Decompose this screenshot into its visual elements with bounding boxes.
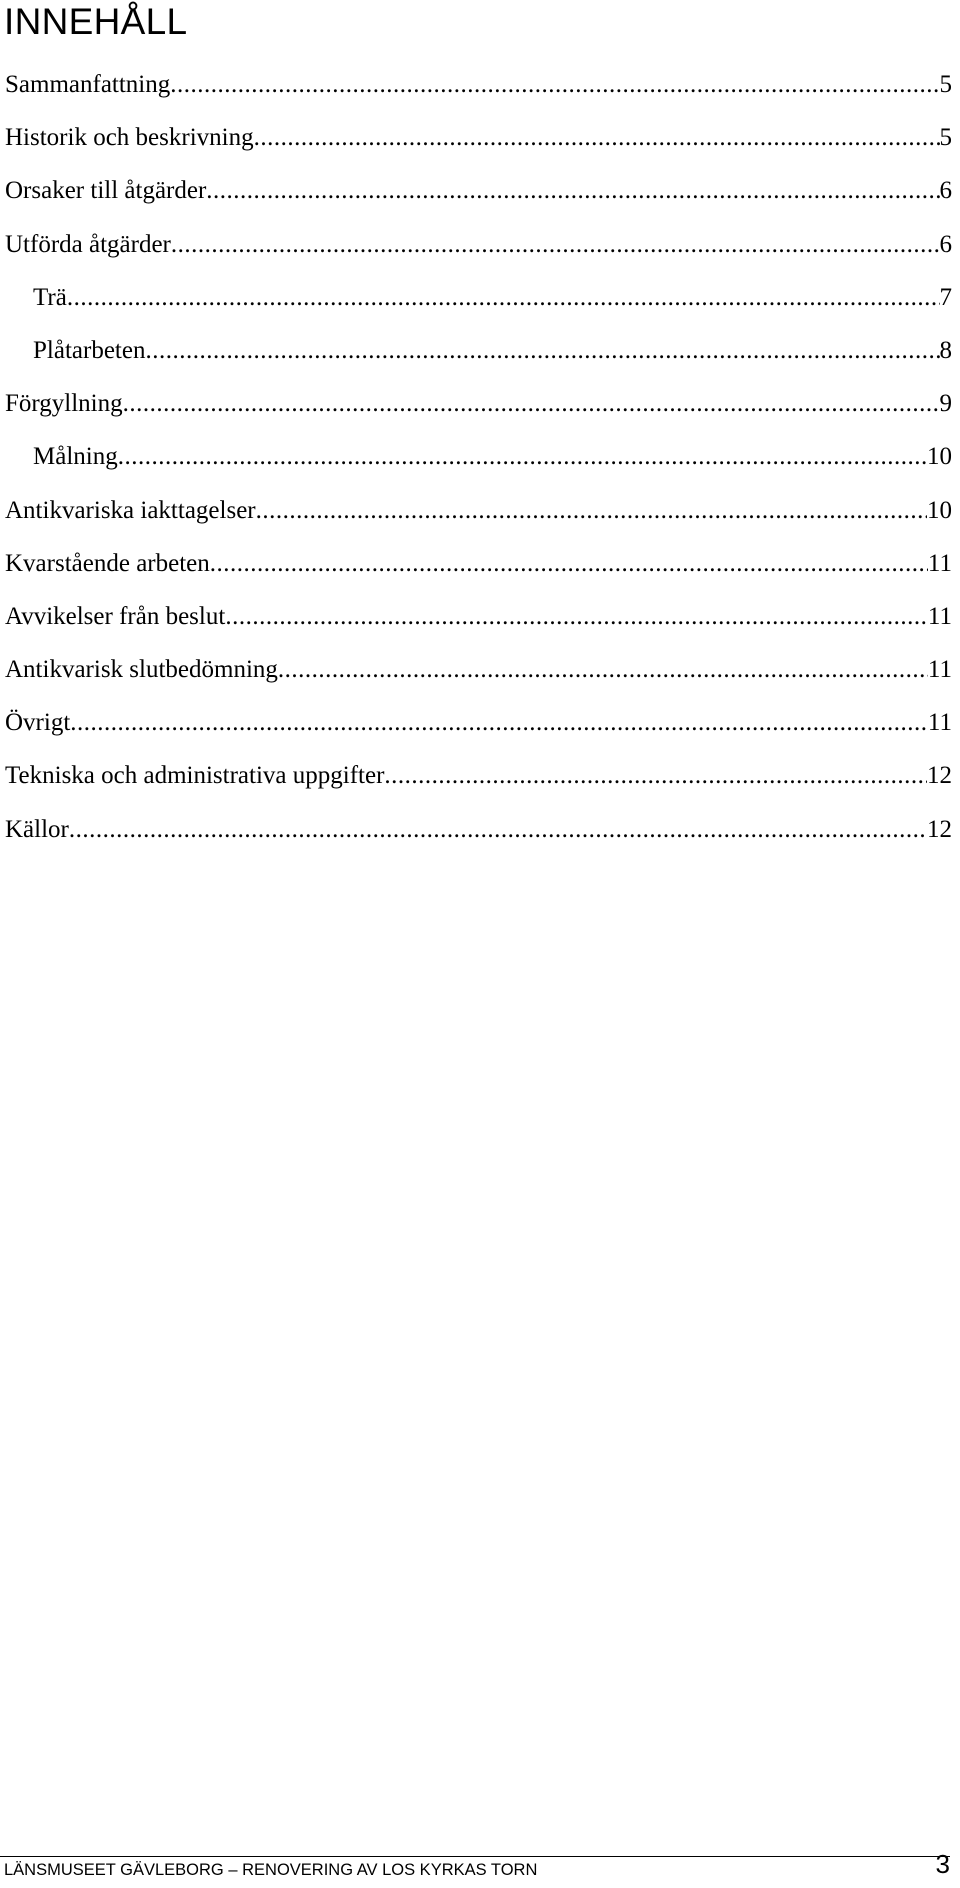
toc-dot-leader (206, 164, 939, 217)
toc-dot-leader (225, 590, 928, 643)
toc-dot-leader (210, 537, 928, 590)
toc-dot-leader (145, 324, 939, 377)
toc-entry[interactable] (0, 590, 952, 643)
toc-entry[interactable] (0, 484, 952, 537)
toc-entry-page-number: 11 (927, 602, 952, 630)
toc-entry[interactable] (0, 111, 952, 164)
toc-entry[interactable] (0, 643, 952, 696)
toc-dot-leader (123, 377, 940, 430)
toc-entry-page-number: 10 (927, 443, 952, 471)
toc-entry[interactable] (0, 377, 952, 430)
toc-entry-label: Tekniska och administrativa uppgifter (5, 762, 385, 790)
toc-entry-label: Antikvariska iakttagelser (5, 496, 256, 524)
toc-entry-page-number: 12 (927, 762, 952, 790)
table-of-contents (0, 58, 952, 856)
toc-dot-leader (70, 696, 928, 749)
toc-entry[interactable] (0, 164, 952, 217)
toc-entry[interactable] (0, 803, 952, 856)
toc-entry-label: Orsaker till åtgärder (5, 177, 207, 205)
toc-entry-label: Trä (33, 283, 67, 311)
toc-entry[interactable] (0, 271, 952, 324)
toc-entry-label: Sammanfattning (5, 71, 171, 98)
toc-entry-label: Övrigt (5, 709, 71, 737)
toc-dot-leader (278, 643, 928, 696)
toc-entry-page-number: 5 (939, 71, 952, 98)
toc-dot-leader (254, 111, 940, 164)
toc-entry-page-number: 11 (927, 549, 952, 577)
toc-entry-label: Antikvarisk slutbedömning (5, 656, 278, 684)
toc-dot-leader (171, 218, 940, 271)
toc-entry-page-number: 8 (939, 336, 952, 364)
toc-entry[interactable] (0, 324, 952, 377)
toc-entry-page-number: 6 (939, 177, 952, 205)
toc-entry-page-number: 9 (939, 390, 952, 418)
footer-text: LÄNSMUSEET GÄVLEBORG – RENOVERING AV LOS KYRKAS TORN (4, 1861, 538, 1879)
toc-entry-label: Utförda åtgärder (5, 230, 171, 258)
toc-entry-label: Målning (33, 443, 118, 471)
toc-entry[interactable] (0, 218, 952, 271)
page-title: INNEHÅLL (4, 1, 188, 42)
toc-entry-page-number: 7 (939, 283, 952, 311)
toc-dot-leader (384, 749, 927, 802)
toc-entry-page-number: 6 (939, 230, 952, 258)
toc-dot-leader (118, 430, 927, 483)
toc-entry-page-number: 12 (927, 815, 952, 843)
toc-entry-label: Förgyllning (5, 390, 123, 418)
toc-entry-page-number: 5 (939, 124, 952, 152)
toc-entry-label: Plåtarbeten (33, 336, 146, 364)
toc-dot-leader (256, 484, 927, 537)
toc-entry[interactable] (0, 537, 952, 590)
toc-entry[interactable] (0, 749, 952, 802)
page-number: 3 (935, 1849, 950, 1879)
toc-entry-page-number: 11 (927, 656, 952, 684)
toc-entry[interactable] (0, 696, 952, 749)
toc-dot-leader (170, 58, 939, 111)
toc-dot-leader (69, 803, 927, 856)
toc-entry-label: Historik och beskrivning (5, 124, 254, 152)
toc-entry-page-number: 11 (927, 709, 952, 737)
toc-entry-label: Källor (5, 815, 69, 843)
toc-entry-label: Kvarstående arbeten (5, 549, 210, 577)
toc-entry-label: Avvikelser från beslut (5, 602, 226, 630)
toc-entry-page-number: 10 (927, 496, 952, 524)
toc-entry[interactable] (0, 430, 952, 483)
toc-entry[interactable] (0, 58, 952, 111)
footer-divider (0, 1856, 950, 1857)
toc-dot-leader (67, 271, 940, 324)
